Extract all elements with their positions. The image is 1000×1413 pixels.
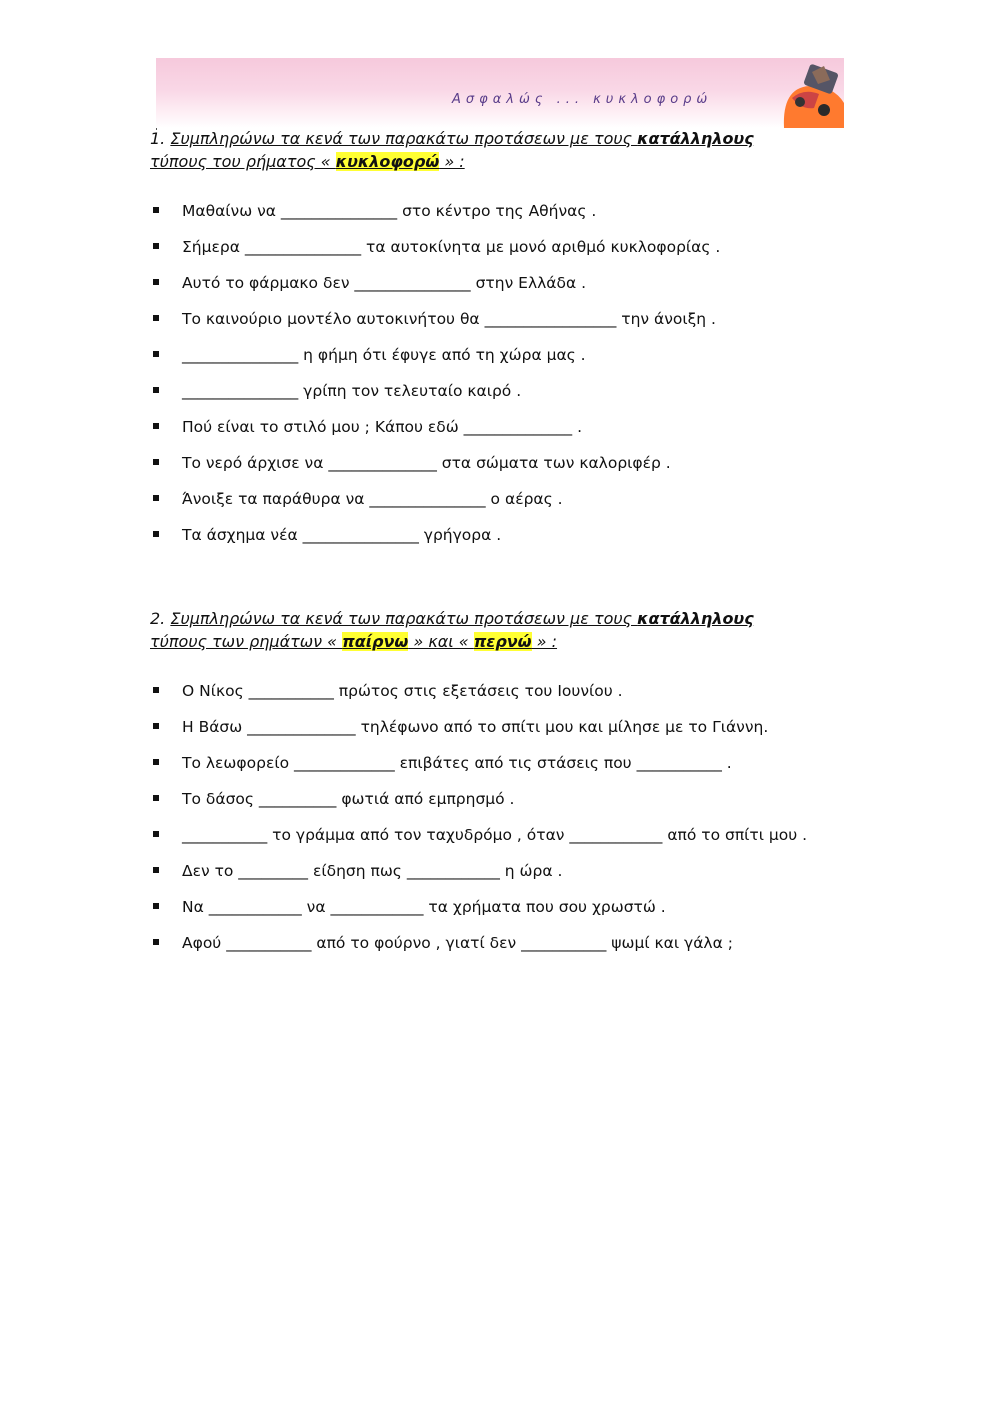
section2-heading-mid: » και « (408, 632, 474, 651)
list-item: _______________ γρίπη τον τελευταίο καιρό . (150, 373, 850, 409)
section2-heading-bold: κατάλληλους (637, 609, 754, 628)
section1-heading-end: » : (439, 152, 465, 171)
section1-list (150, 193, 850, 553)
section1-heading-text2: τύπους του ρήματος « (150, 152, 336, 171)
section1-heading-text: Συμπληρώνω τα κενά των παρακάτω προτάσεων με τους (170, 129, 638, 148)
list-item: Αυτό το φάρμακο δεν _______________ στην Ελλάδα . (150, 265, 850, 301)
list-item: Μαθαίνω να _______________ στο κέντρο της Αθήνας . (150, 193, 850, 229)
section2-number: 2. (150, 609, 166, 628)
list-item: Το νερό άρχισε να ______________ στα σώματα των καλοριφέρ . (150, 445, 850, 481)
section1-verb: κυκλοφορώ (335, 152, 440, 171)
list-item: Να ____________ να ____________ τα χρήματα που σου χρωστώ . (150, 889, 850, 925)
car-illustration-icon (764, 58, 844, 128)
section2-verb1: παίρνω (342, 632, 409, 651)
section2-verb2: περνώ (473, 632, 532, 651)
section1-heading-bold: κατάλληλους (637, 129, 754, 148)
list-item: Το καινούριο μοντέλο αυτοκινήτου θα _________________ την άνοιξη . (150, 301, 850, 337)
section2-heading-text: Συμπληρώνω τα κενά των παρακάτω προτάσεων με τους (170, 609, 638, 628)
list-item: Αφού ___________ από το φούρνο , γιατί δεν ___________ ψωμί και γάλα ; (150, 925, 850, 961)
section1-number: 1. (150, 129, 166, 148)
list-item: Σήμερα _______________ τα αυτοκίνητα με μονό αριθμό κυκλοφορίας . (150, 229, 850, 265)
header-banner (156, 58, 844, 128)
list-item: Τα άσχημα νέα _______________ γρήγορα . (150, 517, 850, 553)
list-item: Πού είναι το στιλό μου ; Κάπου εδώ ______________ . (150, 409, 850, 445)
section2-heading (150, 607, 850, 653)
section2-heading-end: » : (531, 632, 558, 651)
list-item: Το δάσος __________ φωτιά από εμπρησμό . (150, 781, 850, 817)
banner-title: Ασφαλώς ... κυκλοφορώ (452, 92, 713, 107)
list-item: ___________ το γράμμα από τον ταχυδρόμο , όταν ____________ από το σπίτι μου . (150, 817, 850, 853)
section1-heading (150, 127, 850, 173)
list-item: Δεν το _________ είδηση πως ____________ η ώρα . (150, 853, 850, 889)
list-item: Ο Νίκος ___________ πρώτος στις εξετάσεις του Ιουνίου . (150, 673, 850, 709)
list-item: Άνοιξε τα παράθυρα να _______________ ο αέρας . (150, 481, 850, 517)
list-item: Το λεωφορείο _____________ επιβάτες από τις στάσεις που ___________ . (150, 745, 850, 781)
section2-heading-text2: τύπους των ρημάτων « (150, 632, 343, 651)
list-item: _______________ η φήμη ότι έφυγε από τη χώρα μας . (150, 337, 850, 373)
section2-list (150, 673, 850, 961)
list-item: Η Βάσω ______________ τηλέφωνο από το σπίτι μου και μίλησε με το Γιάννη. (150, 709, 850, 745)
